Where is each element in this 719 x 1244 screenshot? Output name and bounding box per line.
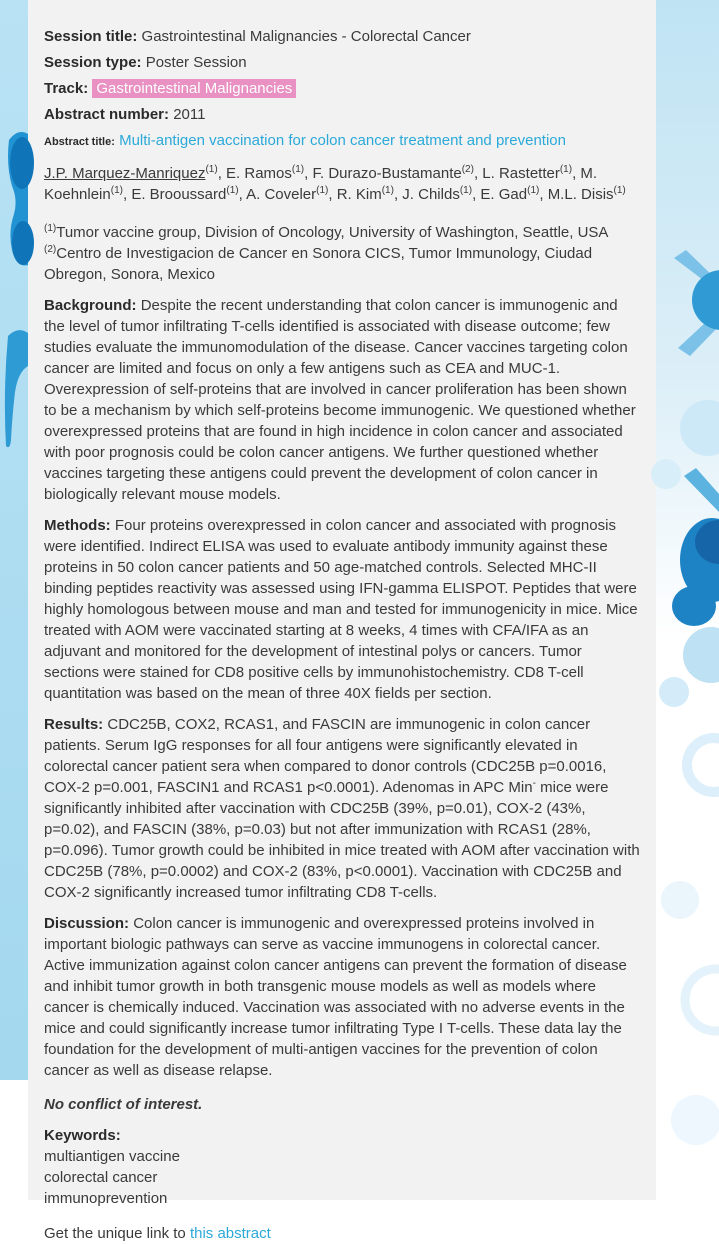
author-affiliation-marker: (1): [110, 185, 123, 196]
faded-rings-icon: [661, 738, 719, 1145]
abstract-link[interactable]: this abstract: [189, 1225, 271, 1242]
methods-section: [44, 515, 640, 704]
author-affiliation-marker: (1): [613, 185, 626, 196]
author: [480, 186, 547, 203]
author-name: E. Ramos: [226, 165, 292, 182]
author-separator: ,: [217, 165, 227, 182]
discussion-text: Colon cancer is immunogenic and overexpressed proteins involved in important biologic pathways can serve as vaccine immunogens in colorectal cancer. Active immunization against colon cancer antigens can prevent the formation of disease and inhibit tumor growth in both transgenic mouse models as well as models where cancer is chemically induced. Vaccination was associated with no adverse events in the mice and could significantly increase tumor infiltrating Type I T-cells. These data lay the foundation for the development of multi-antigen vaccines for the prevention of colon cancer as well as disease relapse.: [44, 915, 627, 1079]
abstract-title-value: Multi-antigen vaccination for colon cancer treatment and prevention: [119, 132, 566, 149]
abstract-number-label: Abstract number:: [44, 106, 170, 123]
abstract-number-value: 2011: [173, 106, 206, 123]
right-decoration-art: [656, 0, 719, 1200]
keywords-label: Keywords:: [44, 1127, 121, 1144]
right-decoration-strip: [656, 0, 719, 1200]
methods-text: Four proteins overexpressed in colon cancer and associated with prognosis were identified. Indirect ELISA was used to evaluate antibody immunity against these proteins in 50 colon cancer patients and 50 age-matched controls. Selected MHC-II binding peptides reactivity was assessed using IFN-gamma ELISPOT. Peptides that were highly homologous between mouse and man and tested for immunogenicity in mice. Mice treated with AOM were vaccinated starting at 8 weeks, 4 times with CFA/IFA as an adjuvant and monitored for the development of intestinal polys or cancers. Tumor sections were stained for CD8 positive cells by immunohistochemistry. CD8 T-cell quantitation was based on the mean of three 40X fields per section.: [44, 517, 638, 702]
affiliation-text: Centro de Investigacion de Cancer en Sonora CICS, Tumor Immunology, Ciudad Obregon, Sonora, Mexico: [44, 245, 593, 283]
author: [402, 186, 480, 203]
left-decoration-art: [0, 0, 28, 1200]
author-name: R. Kim: [336, 186, 382, 203]
affiliation: [44, 222, 640, 243]
author-separator: ,: [122, 186, 132, 203]
keyword-item: colorectal cancer: [44, 1169, 158, 1186]
author-separator: ,: [539, 186, 548, 203]
author-affiliation-marker: (1): [559, 164, 573, 175]
author-name: M.L. Disis: [547, 186, 614, 203]
author: [548, 186, 626, 203]
author-name: A. Coveler: [246, 186, 317, 203]
session-type-row: [44, 52, 640, 73]
session-type-label: Session type:: [44, 54, 142, 71]
conflict-of-interest-statement: No conflict of interest.: [44, 1096, 203, 1113]
superscript-minus: -: [532, 778, 536, 789]
background-label: Background:: [44, 297, 137, 314]
results-text-continued: mice were significantly inhibited after vaccination with CDC25B (39%, p=0.01), COX-2 (43%, p=0.02), and FASCIN (38%, p=0.03) but not after immunization with RCAS1 (28%, p=0.096). Tumor growth could be inhibited in mice treated with AOM after vaccination with CDC25B (78%, p=0.0002) and COX-2 (83%, p<0.0001). Vaccination with CDC25B and COX-2 significantly increased tumor infiltrating CD8 T-cells.: [44, 779, 640, 901]
keyword-item: immunoprevention: [44, 1190, 168, 1207]
author-name: J. Childs: [402, 186, 460, 203]
author-affiliation-marker: (1): [205, 164, 218, 175]
keywords-block: [44, 1125, 640, 1209]
author-list: [44, 163, 640, 205]
discussion-label: Discussion:: [44, 915, 130, 932]
session-title-label: Session title:: [44, 28, 138, 45]
abstract-title-row: [44, 130, 640, 153]
session-title-value: Gastrointestinal Malignancies - Colorectal Cancer: [141, 28, 471, 45]
author: [312, 165, 482, 182]
author-name: L. Rastetter: [482, 165, 560, 182]
affiliation: [44, 243, 640, 285]
unique-link-text: Get the unique link to: [44, 1225, 190, 1242]
author-name: M. Koehnlein: [44, 165, 598, 203]
author-name: F. Durazo-Bustamante: [312, 165, 462, 182]
author: [337, 186, 403, 203]
author-affiliation-marker: (1): [291, 164, 305, 175]
results-text: CDC25B, COX2, RCAS1, and FASCIN are immunogenic in colon cancer patients. Serum IgG responses for all four antigens were significantly elevated in colorectal cancer patient sera when compared to donor controls (CDC25B p=0.0016, COX-2 p=0.001, FASCIN1 and RCAS1 p<0.0001). Adenomas in APC Min: [44, 716, 607, 796]
track-badge: Gastrointestinal Malignancies: [92, 79, 296, 98]
author-separator: ,: [304, 165, 313, 182]
author-affiliation-marker: (1): [316, 185, 329, 196]
author: [246, 186, 337, 203]
author-name: E. Brooussard: [131, 186, 227, 203]
session-type-value: Poster Session: [145, 54, 247, 71]
author-separator: ,: [393, 186, 403, 203]
author-name: E. Gad: [480, 186, 528, 203]
abstract-title-label: Abstract title:: [44, 136, 115, 148]
track-row: [44, 78, 640, 99]
author-separator: ,: [472, 186, 481, 203]
author-separator: ,: [238, 186, 247, 203]
author-separator: ,: [328, 186, 337, 203]
session-title-row: [44, 26, 640, 47]
author-affiliation-marker: (1): [381, 185, 394, 196]
author-affiliation-marker: (1): [226, 185, 239, 196]
author: [226, 165, 312, 182]
background-text: Despite the recent understanding that colon cancer is immunogenic and the level of tumor infiltrating T-cells identified is associated with disease outcome; few studies evaluate the immunomodulation of the disease. Cancer vaccines targeting colon cancer are limited and focus on only a few antigens such as CEA and MUC-1. Overexpression of self-proteins that are involved in cancer proliferation has been shown to be a mechanism by which self-proteins become immunogenic. We questioned whether overexpressed proteins that are found in high incidence in colon cancer and associated with poor prognosis could be colon cancer antigens. We further questioned whether vaccines targeting these antigens could prevent the development of colon cancer in biologically relevant mouse models.: [44, 297, 636, 503]
author: [44, 165, 226, 182]
author-separator: ,: [572, 165, 581, 182]
abstract-number-row: [44, 104, 640, 125]
author-name-presenting[interactable]: J.P. Marquez-Manriquez: [44, 165, 206, 182]
affiliation-list: [44, 222, 640, 285]
abstract-content-panel: [28, 0, 656, 1242]
author: [131, 186, 246, 203]
author: [482, 165, 580, 182]
background-section: [44, 295, 640, 505]
affiliation-marker: (2): [44, 244, 57, 255]
author-affiliation-marker: (2): [461, 164, 474, 175]
results-section: [44, 714, 640, 903]
affiliation-marker: (1): [44, 223, 57, 234]
results-label: Results:: [44, 716, 104, 733]
author-affiliation-marker: (1): [527, 185, 540, 196]
author-affiliation-marker: (1): [459, 185, 473, 196]
left-decoration-strip: [0, 0, 28, 1200]
affiliation-text: Tumor vaccine group, Division of Oncology, University of Washington, Seattle, USA: [56, 224, 609, 241]
author-separator: ,: [473, 165, 483, 182]
discussion-section: [44, 913, 640, 1081]
keyword-item: multiantigen vaccine: [44, 1148, 180, 1165]
methods-label: Methods:: [44, 517, 111, 534]
unique-link-row: [44, 1223, 640, 1244]
track-label: Track:: [44, 80, 89, 97]
